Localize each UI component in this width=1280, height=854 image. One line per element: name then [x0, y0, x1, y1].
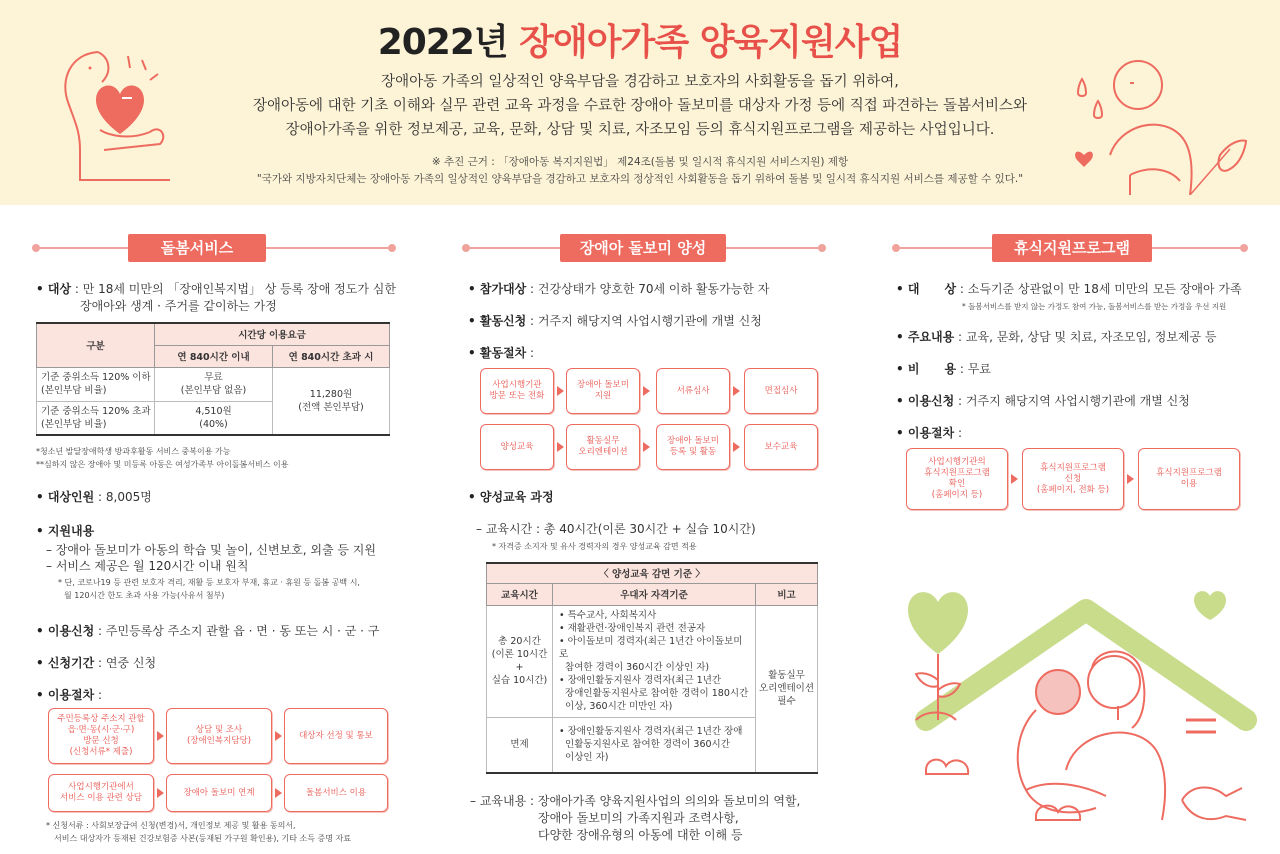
- table-cell: 무료 (본인부담 없음): [155, 367, 273, 401]
- intro-line: 장애아동에 대한 기초 이해와 실무 관련 교육 과정을 수료한 장애아 돌보미를 대상자 가정 등에 직접 파견하는 돌봄서비스와: [252, 98, 1028, 114]
- basis-line: ※ 추진 근거 : 「장애아동 복지지원법」 제24조(돌봄 및 일시적 휴식지원 서비스지원) 제항: [431, 156, 849, 168]
- care-flow-step-3: 대상자 선정 및 통보: [284, 708, 388, 764]
- care-count-text: : 8,005명: [94, 490, 152, 504]
- table-header: 연 840시간 이내: [155, 345, 273, 367]
- rest-cost-text: : 무료: [956, 362, 991, 376]
- caregiver-course-label-text: • 양성교육 과정: [468, 490, 554, 504]
- rest-content-text: : 교육, 문화, 상담 및 치료, 자조모임, 정보제공 등: [954, 330, 1217, 344]
- caregiver-apply-label: • 활동신청: [468, 314, 527, 328]
- caregiver-flow-step-2: 장애아 돌보미 지원: [566, 368, 640, 414]
- rest-apply-text: : 거주지 해당지역 사업시행기관에 개별 신청: [954, 394, 1190, 408]
- flow-arrow: [733, 386, 740, 396]
- rest-flow-step-2: 휴식지원프로그램 신청 (홈페이지, 전화 등): [1022, 448, 1124, 510]
- flow-arrow: [557, 442, 564, 452]
- person-drops-illustration: [1070, 45, 1250, 195]
- caregiver-flow-step-7: 장애아 돌보미 등록 및 활동: [656, 424, 730, 470]
- basis-line: "국가와 지방자치단체는 장애아동 가족의 일상적인 양육부담을 경감하고 보호자의 정상적인 사회활동을 돕기 위하여 돌봄 및 일시적 휴식지원 서비스를 제공할 수 있다.": [256, 173, 1024, 185]
- table-header: 시간당 이용요금: [155, 323, 390, 345]
- care-period-label: • 신청기간: [36, 656, 95, 670]
- person-heart-illustration: [40, 40, 200, 190]
- care-support-2: – 서비스 제공은 월 120시간 이내 원칙: [46, 559, 249, 573]
- rest-content-label: • 주요내용: [896, 330, 955, 344]
- care-flow-step-6: 돌봄서비스 이용: [284, 774, 388, 812]
- caregiver-flow-step-3: 서류심사: [656, 368, 730, 414]
- care-count: [36, 488, 396, 506]
- rest-section-title: 휴식지원프로그램: [992, 234, 1152, 262]
- qual-line: 장애인활동지원사로 참여한 경력이 180시간: [559, 688, 749, 699]
- rest-apply: [896, 392, 1266, 410]
- table-cell: 기준 중위소득 120% 이하 (본인부담 비율): [37, 367, 155, 401]
- care-procedure-suffix: :: [94, 688, 103, 702]
- table-cell: 활동실무 오리엔테이션 필수: [756, 605, 818, 773]
- flow-arrow: [1127, 474, 1134, 484]
- table-caption: 〈 양성교육 감면 기준 〉: [487, 563, 818, 583]
- rest-procedure-suffix: :: [954, 426, 963, 440]
- caregiver-content-3: 다양한 장애유형의 아동에 대한 이해 등: [538, 828, 743, 842]
- care-procedure-label: • 이용절차: [36, 688, 95, 702]
- caregiver-target-label: • 참가대상: [468, 282, 527, 296]
- caregiver-course-time: – 교육시간 : 총 40시간(이론 30시간 + 실습 10시간): [476, 522, 756, 536]
- care-support-note-1: * 단, 코로나19 등 관련 보호자 격리, 재활 등 보호자 부재, 휴교 · 휴원 등 돌봄 공백 시,: [58, 578, 360, 587]
- caregiver-procedure: [468, 344, 828, 362]
- care-note-2: **심하지 않은 장애아 및 미등록 아동은 여성가족부 아이돌봄서비스 이용: [36, 460, 289, 469]
- flow-arrow: [275, 788, 282, 798]
- qual-line: 인활동지원사로 참여한 경력이 360시간: [559, 739, 730, 751]
- care-support-label-text: • 지원내용: [36, 524, 95, 538]
- rest-target: [896, 280, 1266, 298]
- rest-target-text: : 소득기준 상관없이 만 18세 미만의 모든 장애아 가족: [956, 282, 1242, 296]
- caregiver-flow-step-5: 양성교육: [480, 424, 554, 470]
- qual-line: 참여한 경력이 360시간 이상인 자): [559, 662, 710, 673]
- care-flow-step-4: 사업시행기관에서 서비스 이용 관련 상담: [48, 774, 154, 812]
- care-apply-label: • 이용신청: [36, 624, 95, 638]
- caregiver-apply: [468, 312, 828, 330]
- qual-line: • 특수교사, 사회복지사: [559, 610, 657, 621]
- care-flow-step-5: 장애아 돌보미 연계: [166, 774, 272, 812]
- qual-line: 이상인 자): [559, 752, 609, 764]
- intro-line: 장애아동 가족의 일상적인 양육부담을 경감하고 보호자의 사회활동을 돕기 위하여,: [381, 74, 899, 90]
- care-support-1: – 장애아 돌보미가 아동의 학습 및 놀이, 신변보호, 외출 등 지원: [46, 543, 376, 557]
- caregiver-apply-text: : 거주지 해당지역 사업시행기관에 개별 신청: [526, 314, 762, 328]
- caregiver-flow-step-1: 사업시행기관 방문 또는 전화: [480, 368, 554, 414]
- rest-procedure-label: • 이용절차: [896, 426, 955, 440]
- caregiver-course-label: [468, 488, 828, 506]
- intro-text: [200, 70, 1080, 142]
- rest-target-label: • 대 상: [896, 282, 957, 296]
- caregiver-flow-step-4: 면접심사: [744, 368, 818, 414]
- flow-arrow: [557, 386, 564, 396]
- rest-apply-label: • 이용신청: [896, 394, 955, 408]
- rest-flow-step-1: 사업시행기관의 휴식지원프로그램 확인 (홈페이지 등): [906, 448, 1008, 510]
- caregiver-section-title: 장애아 돌보미 양성: [560, 234, 726, 262]
- flow-arrow: [643, 442, 650, 452]
- caregiver-content-2: 장애아 돌보미의 가족지원과 조력사항,: [538, 811, 739, 825]
- title-main: 장애아가족 양육지원사업: [519, 22, 903, 63]
- caregiver-course-note: * 자격증 소지자 및 유사 경력자의 경우 양성교육 감면 적용: [492, 542, 697, 551]
- qual-line: • 장애인활동지원사 경력자(최근 1년간 장애: [559, 726, 743, 738]
- caregiver-procedure-suffix: :: [526, 346, 535, 360]
- care-target: [36, 280, 396, 298]
- care-target-text: : 만 18세 미만의 「장애인복지법」 상 등록 장애 정도가 심한: [71, 282, 396, 296]
- table-cell: 4,510원 (40%): [155, 401, 273, 435]
- legal-basis: [200, 154, 1080, 188]
- qual-line: • 아이돌보미 경력자(최근 1년간 아이돌보미로: [559, 636, 743, 660]
- caregiver-target-text: : 건강상태가 양호한 70세 이하 활동가능한 자: [526, 282, 770, 296]
- care-doc-note-2: 서비스 대상자가 등재된 건강보험증 사본(등재된 가구원 확인용), 기타 소득 증명 자료: [54, 834, 351, 843]
- care-target-text-2: 장애아와 생계 · 주거를 같이하는 가정: [80, 299, 277, 313]
- qual-line: 이상, 360시간 미만인 자): [559, 701, 673, 712]
- table-header: 구분: [37, 323, 155, 367]
- care-flow-step-1: 주민등록상 주소지 관할 읍·면·동(시·군·구) 방문 신청 (신청서류* 제출): [48, 708, 154, 764]
- header-banner: [0, 0, 1280, 205]
- care-section-title: 돌봄서비스: [128, 234, 266, 262]
- caregiver-flow-step-6: 활동실무 오리엔테이션: [566, 424, 640, 470]
- rest-procedure: [896, 424, 1266, 442]
- rest-target-note: * 돌봄서비스를 받지 않는 가정도 참여 가능, 돌봄서비스를 받는 가정을 우선 지원: [962, 302, 1227, 311]
- rest-flow-step-3: 휴식지원프로그램 이용: [1138, 448, 1240, 510]
- table-cell: 면제: [487, 717, 553, 773]
- care-support-label: [36, 522, 396, 540]
- care-doc-note-1: * 신청서류 : 사회보장급여 신청(변경)서, 개인정보 제공 및 활용 동의서,: [46, 821, 296, 830]
- family-house-illustration: [886, 570, 1266, 850]
- care-support-note-2: 월 120시간 한도 초과 사용 가능(사유서 첨부): [64, 591, 225, 600]
- care-period: [36, 654, 396, 672]
- caregiver-content-1: – 교육내용 : 장애아가족 양육지원사업의 의의와 돌보미의 역할,: [470, 794, 801, 808]
- care-fee-table: [36, 322, 390, 436]
- care-target-label: • 대상: [36, 282, 72, 296]
- flow-arrow: [733, 442, 740, 452]
- rest-cost-label: • 비 용: [896, 362, 957, 376]
- care-procedure: [36, 686, 396, 704]
- qual-line: • 장애인활동지원사 경력자(최근 1년간: [559, 675, 722, 686]
- title-year: 2022년: [377, 22, 508, 63]
- flow-arrow: [157, 731, 164, 741]
- flow-arrow: [275, 731, 282, 741]
- table-cell: 기준 중위소득 120% 초과 (본인부담 비율): [37, 401, 155, 435]
- flow-arrow: [1011, 474, 1018, 484]
- rest-content: [896, 328, 1266, 346]
- table-cell: [553, 605, 756, 717]
- table-cell: 총 20시간 (이론 10시간 + 실습 10시간): [487, 605, 553, 717]
- table-header: 비고: [756, 583, 818, 605]
- care-period-text: : 연중 신청: [94, 656, 157, 670]
- flow-arrow: [157, 788, 164, 798]
- rest-cost: [896, 360, 1266, 378]
- care-apply-text: : 주민등록상 주소지 관할 읍 · 면 · 동 또는 시 · 군 · 구: [94, 624, 380, 638]
- caregiver-flow-step-8: 보수교육: [744, 424, 818, 470]
- table-header: 연 840시간 초과 시: [273, 345, 390, 367]
- table-cell: [553, 717, 756, 773]
- care-flow-step-2: 상담 및 조사 (장애인복지담당): [166, 708, 272, 764]
- intro-line: 장애아가족을 위한 정보제공, 교육, 문화, 상담 및 치료, 자조모임 등의 휴식지원프로그램을 제공하는 사업입니다.: [285, 122, 995, 138]
- caregiver-target: [468, 280, 828, 298]
- caregiver-procedure-label: • 활동절차: [468, 346, 527, 360]
- care-apply: [36, 622, 406, 640]
- qual-line: • 재활관련·장애인복지 관련 전공자: [559, 623, 706, 634]
- flow-arrow: [643, 386, 650, 396]
- training-reduction-table: [486, 562, 818, 774]
- table-cell: 11,280원 (전액 본인부담): [273, 367, 390, 435]
- table-header: 우대자 자격기준: [553, 583, 756, 605]
- table-header: 교육시간: [487, 583, 553, 605]
- care-note-1: *청소년 발달장애학생 방과후활동 서비스 중복이용 가능: [36, 447, 231, 456]
- care-count-label: • 대상인원: [36, 490, 95, 504]
